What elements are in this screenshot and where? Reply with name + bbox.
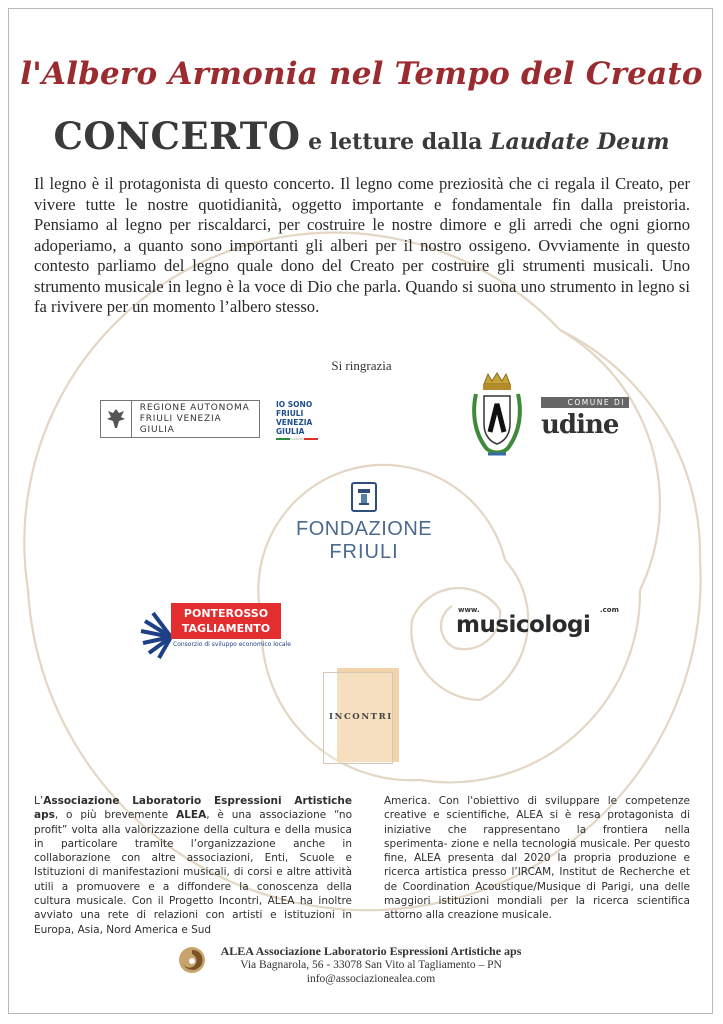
ponterosso-tagliamento-logo	[137, 601, 291, 661]
flag-stripe	[276, 438, 318, 440]
ponterosso-line2: TAGLIAMENTO	[181, 622, 271, 635]
eagle-icon	[101, 401, 132, 437]
column-icon	[351, 482, 377, 512]
iosono-line3: VENEZIA	[276, 418, 313, 427]
footer-address: Via Bagnarola, 56 - 33078 San Vito al Tagliamento – PN	[240, 959, 502, 971]
footer-org: ALEA Associazione Laboratorio Espressioni Artistiche aps	[220, 944, 522, 958]
event-subtitle	[0, 114, 723, 158]
ponterosso-red-box	[171, 603, 281, 639]
comune-udine-logo	[541, 397, 637, 445]
musico-word: musicologi	[456, 612, 591, 638]
fondazione-line1: FONDAZIONE	[296, 518, 433, 540]
incontri-logo	[323, 668, 399, 768]
alea-description-left	[34, 794, 352, 937]
footer-email[interactable]: info@associazionealea.com	[306, 973, 436, 985]
fondazione-line2: FRIULI	[329, 541, 399, 563]
intro-paragraph: Il legno è il protagonista di questo concerto. Il legno come preziosità che ci regala il Creato, per vivere tutte le nostre quotidianità, oggetto importante e fondamentale fin dalla preistoria. Pensiamo al legno per riscaldarci, per costruire le nostre dimore e gli arredi che ogni giorno adoperiamo, a quanto sono importanti gli alberi per il nostro ossigeno. Ovviamente in questo contesto parliamo del legno quale dono del Creato per costruire gli strumenti musicali. Uno strumento musicale in legno è la voce di Dio che parla. Quando si suona uno strumento in legno si fa rivivere per un momento l’albero stesso.	[34, 174, 690, 316]
comune-name: udine	[541, 410, 619, 440]
musico-com: .com	[600, 606, 619, 614]
musicologi-logo	[456, 606, 626, 640]
alea-description-right: America. Con l'obiettivo di sviluppare le competenze creative e scientifiche, ALEA si è resa protagonista di iniziative che rappresentano la frontiera nella sperimenta- zione e nella tecnologia musicale. Per questo fine, ALEA presenta dal 2020 la propria produzione e ricerca artistica presso l’IRCAM, Institut de Recherche et de Coordination Acoustique/Musique di Parigi, una delle maggiori istituzioni mondiali per la ricerca scientifica attorno alla creazione musicale.	[384, 795, 690, 922]
fondazione-friuli-logo	[296, 482, 432, 564]
left-org-name: Associazione Laboratorio Espressioni Artistiche aps	[34, 795, 352, 822]
left-alea: ALEA	[176, 809, 207, 822]
musico-www: www.	[458, 606, 480, 614]
subtitle-concerto: CONCERTO	[53, 114, 301, 158]
alea-logo-icon	[178, 946, 206, 974]
incontri-label: INCONTRI	[329, 712, 393, 722]
regione-fvg-logo	[100, 400, 260, 438]
fvg-line2: FRIULI VENEZIA GIULIA	[139, 413, 222, 435]
subtitle-rest: e letture dalla	[300, 129, 490, 155]
io-sono-fvg-logo	[276, 400, 318, 440]
ponterosso-subtitle: Consorzio di sviluppo economico locale	[173, 641, 291, 648]
left-prefix: L’	[34, 795, 44, 807]
fvg-line1: REGIONE AUTONOMA	[139, 402, 250, 413]
ponterosso-line1: PONTEROSSO	[183, 607, 269, 620]
thanks-label: Si ringrazia	[331, 358, 392, 373]
udine-crest-icon	[470, 372, 524, 460]
iosono-line4: GIULIA	[276, 427, 305, 436]
iosono-line2: FRIULI	[276, 409, 304, 418]
left-mid: , o più brevemente	[54, 809, 177, 822]
event-title: l'Albero Armonia nel Tempo del Creato	[20, 56, 703, 92]
comune-band: COMUNE DI	[541, 397, 629, 408]
iosono-line1: IO SONO	[276, 400, 313, 409]
left-rest: , è una associazione “no profit” volta alla valorizzazione della cultura e della musica in particolare tramite l’organizzazione anche in collaborazione con altre associazioni, Enti, Scuole e Istituzioni di manifestazioni musicali, di corsi e altre attività utili a promuovere e a diffondere la conoscenza della cultura musicale. Con il Progetto Incontri, ALEA ha inoltre avviato una rete di relazioni con artisti e istituzioni in Europa, Asia, Nord America e Sud	[34, 809, 352, 936]
subtitle-laudate: Laudate Deum	[490, 129, 670, 155]
